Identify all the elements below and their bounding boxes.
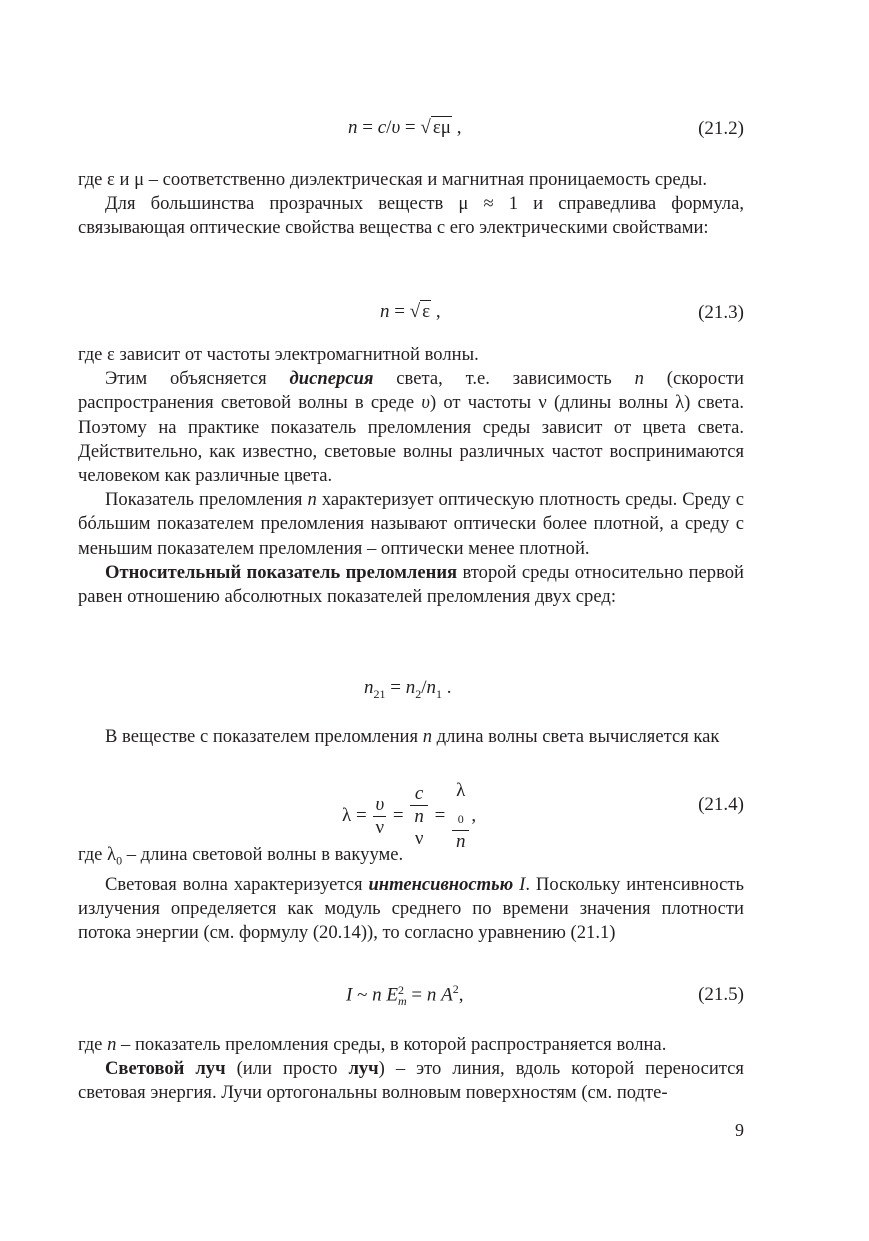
paragraph: где ε зависит от частоты электромагнитной волны. xyxy=(78,344,479,365)
paragraph: Световая волна характеризуется интенсивностью I. Поскольку интенсивность излучения определяется как модуль среднего по времени значения плотности потока энергии (см. формулу (20.14)), то согласно уравнению (21.1) xyxy=(78,873,744,944)
text-block-5 xyxy=(78,1033,744,1106)
equation-21-2 xyxy=(78,116,744,146)
equation-21-5 xyxy=(78,982,744,1012)
equation-body: n = c/υ = √ εμ , xyxy=(348,117,462,138)
equation-number: (21.5) xyxy=(698,984,744,1005)
equation-body: n = √ ε , xyxy=(380,301,441,322)
equation-21-4 xyxy=(78,780,744,852)
text-block-1 xyxy=(78,168,744,241)
sqrt-symbol: √ εμ xyxy=(420,117,451,138)
fraction: λ $_0$ n xyxy=(452,780,469,853)
fraction: $\frac{\upsilon}{\nu}$ xyxy=(375,793,385,838)
paragraph: Световой луч (или просто луч) – это линия, вдоль которой переносится световая энергия. Лучи ортогональны волновым поверхностям (см. подте- xyxy=(78,1058,744,1104)
equation-21-3 xyxy=(78,300,744,330)
paragraph: Показатель преломления n характеризует оптическую плотность среды. Среду с бóльшим показателем преломления называют оптически более плотной, а среду с меньшим показателем преломления – оптически менее плотной. xyxy=(78,489,744,559)
text-block-3 xyxy=(78,725,744,749)
paragraph: Этим объясняется дисперсия света, т.е. зависимость n (скорости распространения световой волны в среде υ) от частоты ν (длины волны λ) света. Поэтому на практике показатель преломления среды зависит от цвета света. Действительно, как известно, световые волны различных частот воспринимаются человеком как различные цвета. xyxy=(78,368,744,487)
sqrt-symbol: √ ε xyxy=(409,301,431,322)
equation-body: $n_{21} = n_2/n_1$ . xyxy=(364,677,452,701)
equation-number: (21.3) xyxy=(698,302,744,323)
equation-number: (21.2) xyxy=(698,118,744,139)
equation-number: (21.4) xyxy=(698,794,744,815)
paragraph: Для большинства прозрачных веществ μ ≈ 1 и справедлива формула, связывающая оптические свойства вещества с его электрическими свойствами: xyxy=(78,193,744,239)
page-number: 9 xyxy=(735,1120,744,1140)
text-block-4 xyxy=(78,843,744,946)
equation-relative-index xyxy=(78,677,744,707)
equation-body: λ = $\frac{\upsilon}{\nu}$ = c n ν = λ $_0$ n , xyxy=(342,780,477,852)
paragraph: Относительный показатель преломления второй среды относительно первой равен отношению абсолютных показателей преломления двух сред: xyxy=(78,561,744,608)
paragraph: где n – показатель преломления среды, в которой распространяется волна. xyxy=(78,1034,667,1055)
paragraph: где $\lambda_0$ – длина световой волны в вакууме. xyxy=(78,844,404,868)
equation-body: I ~ n E 2 m = n $A^2$, xyxy=(346,982,464,1008)
fraction: c n ν xyxy=(410,783,428,850)
text-block-2 xyxy=(78,343,744,609)
paragraph: В веществе с показателем преломления n длина волны света вычисляется как xyxy=(105,726,720,747)
paragraph: где ε и μ – соответственно диэлектрическая и магнитная проницаемость среды. xyxy=(78,169,707,190)
